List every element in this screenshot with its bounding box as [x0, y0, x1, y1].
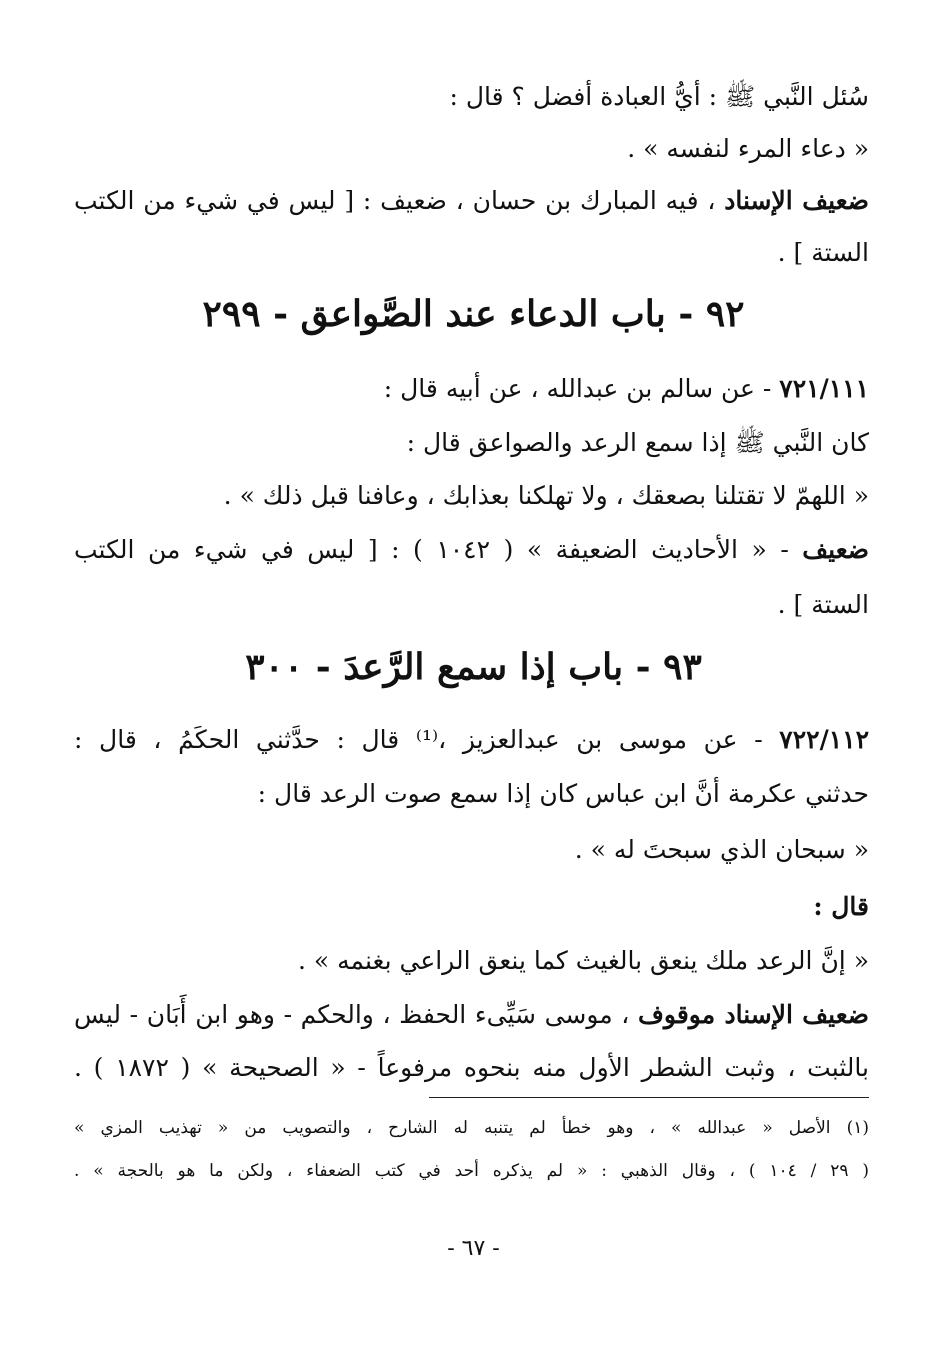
text-line: الستة ] .	[777, 238, 869, 267]
grading-line	[74, 184, 869, 218]
hadith-number: ٧٢١/١١١	[779, 374, 869, 403]
text-line: قال :	[813, 892, 869, 921]
grading-label: ضعيف الإسناد	[724, 186, 869, 215]
grading-label: ضعيف	[802, 535, 869, 564]
hadith-line	[384, 372, 869, 406]
footnote-separator	[429, 1097, 869, 1098]
hadith-line	[74, 723, 869, 757]
text-line: « إنَّ الرعد ملك ينعق بالغيث كما ينعق الراعي بغنمه » .	[297, 946, 869, 975]
grading-text: ، موسى سَيِّىء الحفظ ، والحكم - وهو ابن أَبَان - ليس	[74, 1000, 638, 1029]
hadith-number: ٧٢٢/١١٢	[779, 725, 869, 754]
text-line: « دعاء المرء لنفسه » .	[627, 134, 869, 163]
grading-line	[74, 533, 869, 567]
chapter-heading: ٩٢ - باب الدعاء عند الصَّواعق - ٢٩٩	[202, 293, 745, 335]
grading-line	[74, 998, 869, 1032]
footnote-line: ( ٢٩ / ١٠٤ ) ، وقال الذهبي : « لم يذكره أحد في كتب الضعفاء ، ولكن ما هو بالحجة » .	[74, 1161, 869, 1181]
text-line: حدثني عكرمة أنَّ ابن عباس كان إذا سمع صوت الرعد قال :	[257, 779, 869, 808]
text-line: كان النَّبي ﷺ إذا سمع الرعد والصواعق قال :	[406, 428, 869, 457]
text-line: « اللهمّ لا تقتلنا بصعقك ، ولا تهلكنا بعذابك ، وعافنا قبل ذلك » .	[223, 481, 869, 510]
chapter-heading: ٩٣ - باب إذا سمع الرَّعدَ - ٣٠٠	[245, 646, 702, 688]
hadith-text: - عن سالم بن عبدالله ، عن أبيه قال :	[383, 374, 780, 403]
grading-label: ضعيف الإسناد موقوف	[638, 1000, 870, 1029]
hadith-text: - عن موسى بن عبدالعزيز ،⁽¹⁾ قال : حدَّثني الحكَمُ ، قال :	[74, 725, 780, 754]
text-line: بالثبت ، وثبت الشطر الأول منه بنحوه مرفوعاً - « الصحيحة » ( ١٨٧٢ ) .	[74, 1053, 869, 1082]
text-line: الستة ] .	[777, 590, 869, 619]
footnote-line: (١) الأصل « عبدالله » ، وهو خطأ لم يتنبه له الشارح ، والتصويب من « تهذيب المزي »	[74, 1118, 869, 1138]
page-number: - ٦٧ -	[447, 1236, 500, 1261]
grading-text: - « الأحاديث الضعيفة » ( ١٠٤٢ ) : [ ليس في شيء من الكتب	[74, 535, 803, 564]
text-line: سُئل النَّبي ﷺ : أيُّ العبادة أفضل ؟ قال :	[449, 82, 869, 111]
grading-text: ، فيه المبارك بن حسان ، ضعيف : [ ليس في شيء من الكتب	[74, 186, 725, 215]
text-line: « سبحان الذي سبحتَ له » .	[574, 835, 869, 864]
